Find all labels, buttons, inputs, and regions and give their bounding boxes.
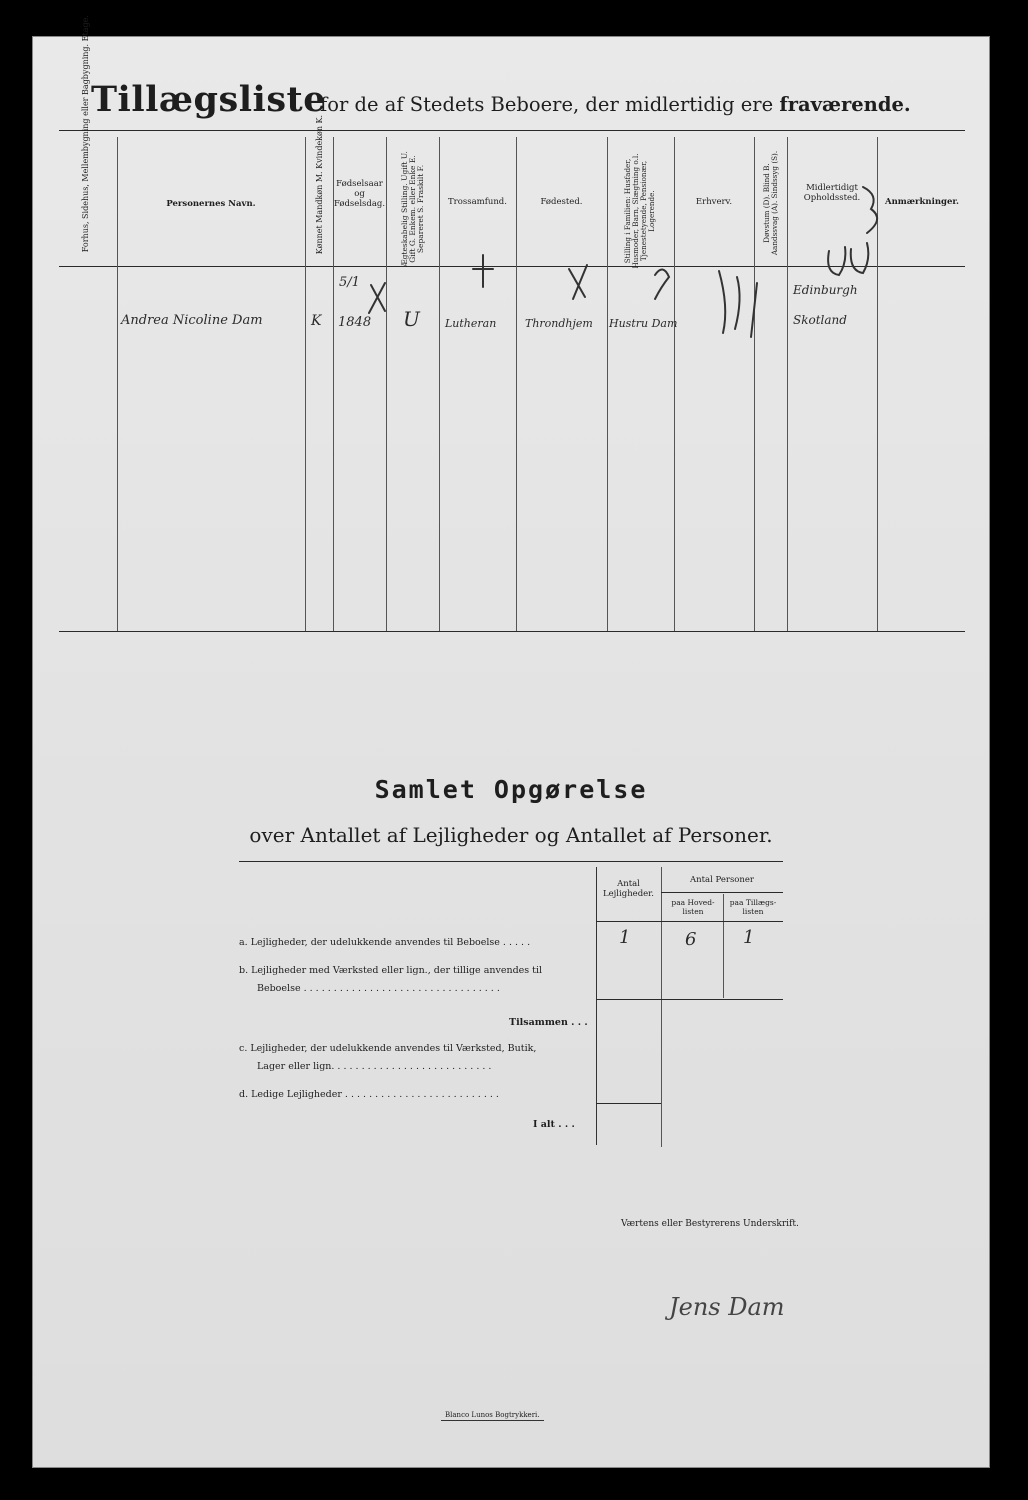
entry-stay-place-2: Skotland <box>793 313 847 327</box>
summary-col-sep <box>661 867 662 1147</box>
summary-row-tilsammen: Tilsammen . . . <box>509 1017 588 1028</box>
pencil-marks <box>33 15 989 637</box>
summary-head-rule <box>596 921 783 922</box>
form-title-word: Tillægsliste <box>91 79 326 120</box>
entry-marital: U <box>403 307 420 331</box>
entry-birth-day: 5/1 <box>339 275 360 290</box>
header-occupation: Erhverv. <box>695 197 733 207</box>
check-mark <box>569 265 587 299</box>
summary-row-b1: b. Lejligheder med Værksted eller lign., der tillige anvendes til <box>239 965 543 976</box>
summary-col-tillaeg: paa Tillægs-listen <box>729 898 777 916</box>
summary-row-d: d. Ledige Lejligheder . . . . . . . . . . . . . . . . . . . . . . . . . . <box>239 1089 499 1100</box>
signature-label: Værtens eller Bestyrerens Underskrift. <box>621 1219 799 1229</box>
census-form-page <box>32 15 990 1468</box>
summary-subtotal-rule <box>596 999 783 1000</box>
entry-religion: Lutheran <box>445 317 497 330</box>
header-building: Forhus, Sidehus, Mellembygning eller Bagbygning. Etage. <box>80 15 90 253</box>
header-remarks: Anmærkninger. <box>884 197 960 207</box>
summary-subtitle: over Antallet af Lejligheder og Antallet af Personer. <box>249 823 773 847</box>
summary-row-c1: c. Lejligheder, der udelukkende anvendes til Værksted, Butik, <box>239 1043 537 1054</box>
header-family-position: Stilling i Familien: Husfader, Husmoder, Barn, Slægtning o.l. Tjenestetyende, Pensionær, Logerende. <box>623 153 656 269</box>
entry-birthplace: Throndhjem <box>525 317 593 330</box>
summary-title: Samlet Opgørelse <box>374 775 648 804</box>
entry-birth-year: 1848 <box>338 315 372 330</box>
pencil-scribble <box>719 271 757 337</box>
check-mark <box>369 283 385 313</box>
summary-row-b2: Beboelse . . . . . . . . . . . . . . . . . . . . . . . . . . . . . . . . . <box>257 983 500 994</box>
signature-name: Jens Dam <box>669 1293 785 1321</box>
pencil-scribble <box>655 269 669 299</box>
cross-mark <box>473 255 493 287</box>
header-stay-place: Midlertidigt Opholdssted. <box>803 183 861 203</box>
header-birthplace: Fødested. <box>540 197 583 207</box>
summary-a-tillaegslisten: 1 <box>743 927 755 948</box>
entry-family-position: Hustru Dam <box>609 317 678 330</box>
header-birth: Fødselsaar og Fødselsdag. <box>333 179 386 209</box>
summary-row-ialt: I alt . . . <box>533 1119 575 1130</box>
header-sex: Kønnet Mandkøn M. Kvindekøn K. <box>314 114 324 255</box>
summary-row-c2: Lager eller lign. . . . . . . . . . . . . . . . . . . . . . . . . . . <box>257 1061 492 1072</box>
summary-a-hovedlisten: 6 <box>685 929 697 950</box>
header-religion: Trossamfund. <box>448 197 507 207</box>
summary-top-rule <box>239 861 783 862</box>
summary-subhead-rule <box>661 892 783 893</box>
header-disability: Døvstum (D). Blind B. Aandssvag (A). Sindssyg (S). <box>762 150 779 256</box>
entry-stay-place-1: Edinburgh <box>793 283 858 297</box>
summary-col-lejligheder: Antal Lejligheder. <box>603 879 654 899</box>
summary-a-lejligheder: 1 <box>619 927 631 948</box>
form-title-end: fraværende. <box>779 93 911 116</box>
header-name: Personernes Navn. <box>166 199 256 209</box>
entry-name: Andrea Nicoline Dam <box>121 313 263 328</box>
printer-imprint: Blanco Lunos Bogtrykkeri. <box>441 1411 544 1421</box>
header-marital: Ægteskabelig Stilling. Ugift U. Gift G. Enkem. eller Enke E. Separeret S. Fraskilt F. <box>400 151 425 267</box>
form-title-middle: for de af Stedets Beboere, der midlertidig ere <box>320 93 774 116</box>
pencil-scribble <box>863 187 877 233</box>
summary-col-personer: Antal Personer <box>690 875 754 885</box>
pencil-scribble <box>828 243 868 275</box>
entry-sex: K <box>311 313 322 329</box>
summary-col-hoved: paa Hoved-listen <box>671 898 715 916</box>
summary-row-a: a. Lejligheder, der udelukkende anvendes til Beboelse . . . . . <box>239 937 531 948</box>
summary-total-rule <box>596 1103 661 1104</box>
